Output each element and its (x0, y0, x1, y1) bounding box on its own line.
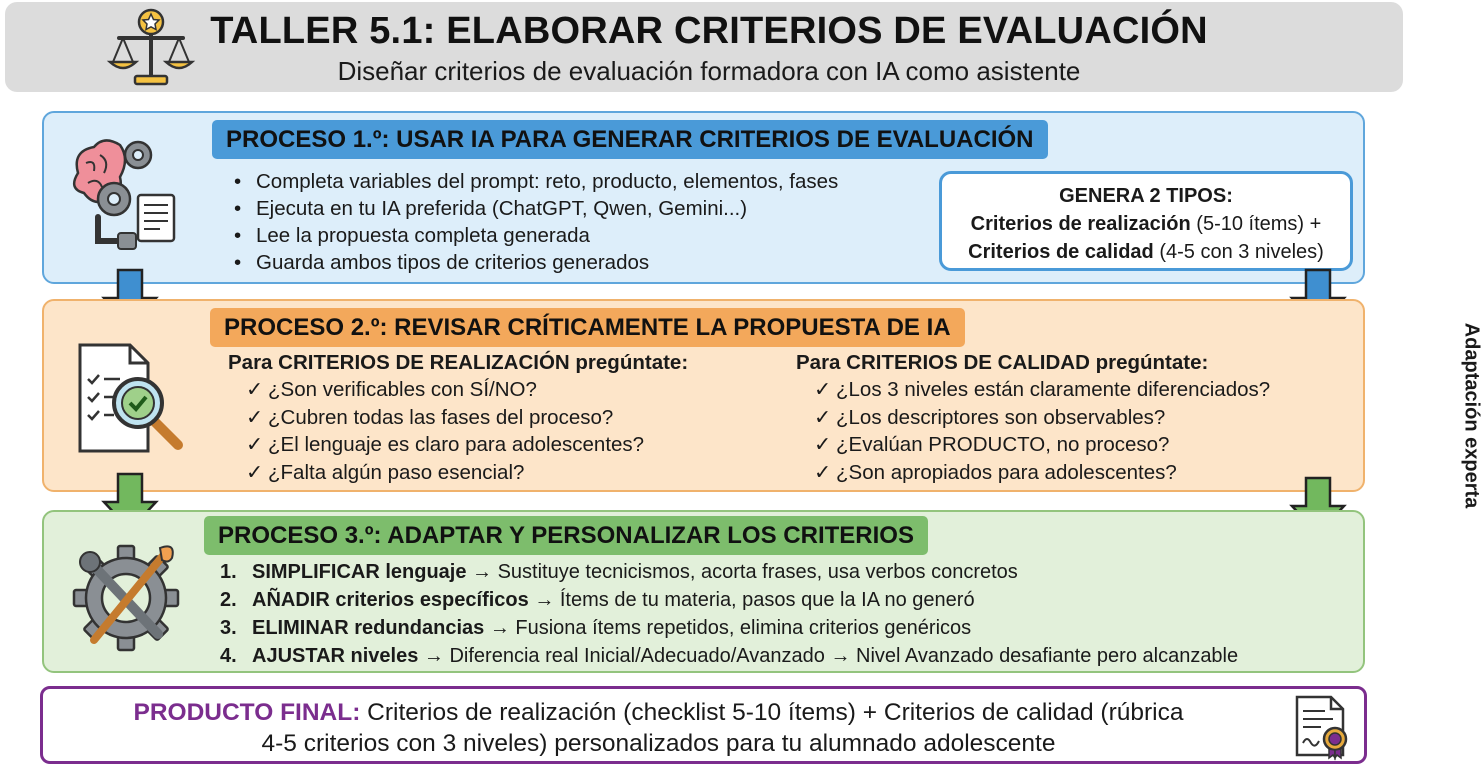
list-item: • Lee la propuesta completa generada (232, 222, 838, 249)
list-item (220, 558, 1238, 586)
process-1-title: PROCESO 1.º: USAR IA PARA GENERAR CRITERIOS DE EVALUACIÓN (212, 120, 1048, 159)
page-subtitle: Diseñar criterios de evaluación formadora con IA como asistente (337, 56, 1081, 86)
step-description: → Sustituye tecnicismos, acorta frases, usa verbos concretos (466, 561, 1018, 583)
gear-tools-icon (72, 542, 180, 652)
step-description: → Ítems de tu materia, pasos que la IA no generó (528, 589, 975, 611)
list-item (220, 586, 1238, 614)
step-keyword: AÑADIR criterios específicos (252, 589, 529, 611)
certificate-document-icon (1293, 695, 1351, 759)
list-item (220, 642, 1238, 670)
final-product-line1: Criterios de realización (checklist 5-10 ítems) + Criterios de calidad (rúbrica (360, 699, 1184, 726)
step-keyword: SIMPLIFICAR lenguaje (252, 561, 467, 583)
step-number: 4. (220, 645, 237, 667)
list-item: • Guarda ambos tipos de criterios generados (232, 249, 838, 276)
final-product-box (40, 686, 1367, 764)
step-description: → Fusiona ítems repetidos, elimina criterios genéricos (484, 617, 972, 639)
process-3-title: PROCESO 3.º: ADAPTAR Y PERSONALIZAR LOS CRITERIOS (204, 516, 928, 555)
list-item: ✓ ¿Falta algún paso esencial? (246, 459, 688, 487)
final-product-text (43, 697, 1274, 759)
step-number: 1. (220, 561, 237, 583)
step-keyword: ELIMINAR redundancias (252, 617, 485, 639)
checklist-magnifier-icon (72, 339, 192, 459)
final-product-label: PRODUCTO FINAL: (133, 699, 361, 726)
genera-line1-rest: (5-10 ítems) + (1190, 213, 1322, 235)
step-description: → Diferencia real Inicial/Adecuado/Avanzado → Nivel Avanzado desafiante pero alcanzable (418, 645, 1239, 667)
list-item: ✓ ¿Son apropiados para adolescentes? (814, 459, 1270, 487)
process-1-bullets (232, 168, 838, 276)
process-3-panel (42, 510, 1365, 673)
step-number: 2. (220, 589, 237, 611)
ai-brain-gear-icon (64, 133, 184, 261)
page-title: TALLER 5.1: ELABORAR CRITERIOS DE EVALUACIÓN (210, 10, 1208, 52)
list-item: ✓ ¿El lenguaje es claro para adolescentes? (246, 431, 688, 459)
genera-heading: GENERA 2 TIPOS: (1059, 185, 1233, 207)
calidad-column (796, 349, 1270, 486)
genera-line2-bold: Criterios de calidad (968, 241, 1154, 263)
genera-line2-rest: (4-5 con 3 niveles) (1153, 241, 1324, 263)
list-item: • Completa variables del prompt: reto, producto, elementos, fases (232, 168, 838, 195)
list-item: ✓ ¿Los descriptores son observables? (814, 404, 1270, 432)
list-item: ✓ ¿Evalúan PRODUCTO, no proceso? (814, 431, 1270, 459)
genera-line1-bold: Criterios de realización (970, 213, 1191, 235)
list-item: • Ejecuta en tu IA preferida (ChatGPT, Qwen, Gemini...) (232, 195, 838, 222)
side-label-right: Adaptación experta (1460, 322, 1482, 509)
step-number: 3. (220, 617, 237, 639)
final-product-line2: 4-5 criterios con 3 niveles) personalizados para tu alumnado adolescente (261, 730, 1056, 757)
calidad-checklist (796, 376, 1270, 486)
process-3-steps (220, 558, 1238, 670)
realizacion-column (228, 349, 688, 486)
step-keyword: AJUSTAR niveles (252, 645, 419, 667)
calidad-heading: Para CRITERIOS DE CALIDAD pregúntate: (796, 351, 1209, 374)
list-item (220, 614, 1238, 642)
header (5, 2, 1403, 92)
realizacion-heading: Para CRITERIOS DE REALIZACIÓN pregúntate: (228, 351, 689, 374)
list-item: ✓ ¿Cubren todas las fases del proceso? (246, 404, 688, 432)
genera-box (939, 171, 1353, 271)
process-2-panel (42, 299, 1365, 492)
process-2-title: PROCESO 2.º: REVISAR CRÍTICAMENTE LA PROPUESTA DE IA (210, 308, 965, 347)
list-item: ✓ ¿Son verificables con SÍ/NO? (246, 376, 688, 404)
process-1-panel (42, 111, 1365, 284)
list-item: ✓ ¿Los 3 niveles están claramente diferenciados? (814, 376, 1270, 404)
realizacion-checklist (228, 376, 688, 486)
